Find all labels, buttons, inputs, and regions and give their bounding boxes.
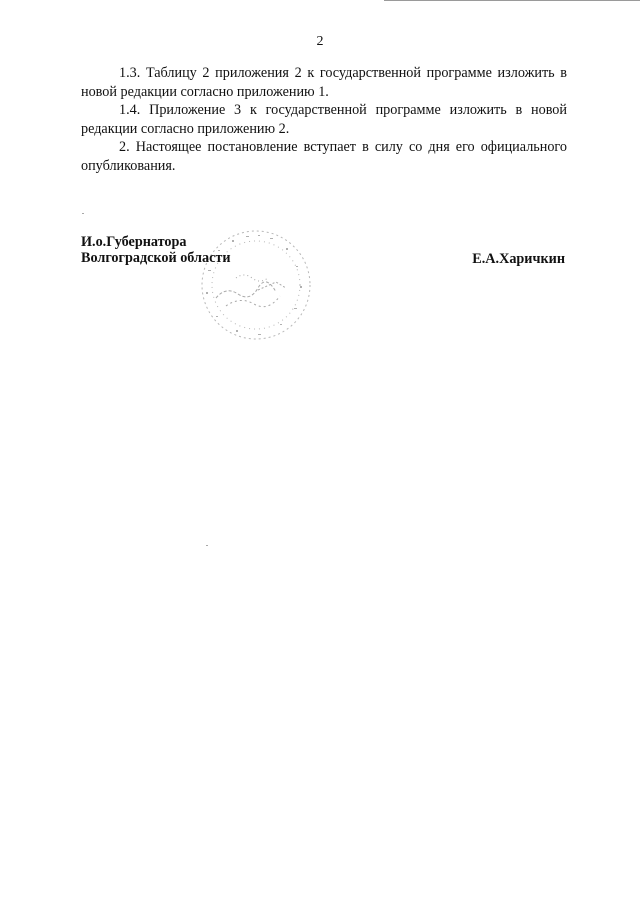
- signatory-title: [81, 234, 231, 266]
- document-body: [81, 64, 567, 175]
- signatory-title-line-2: Волгоградской области: [81, 250, 231, 266]
- paragraph-1-3: 1.3. Таблицу 2 приложения 2 к государственной программе изложить в новой редакции согласно приложению 1.: [81, 65, 567, 100]
- signatory-name: Е.А.Харичкин: [472, 251, 565, 267]
- paragraph-2: 2. Настоящее постановление вступает в силу со дня его официального опубликования.: [81, 139, 567, 174]
- scan-speck: [82, 213, 84, 214]
- page-number: 2: [316, 34, 324, 49]
- paragraph-1-4: 1.4. Приложение 3 к государственной программе изложить в новой редакции согласно приложению 2.: [81, 102, 567, 137]
- top-scan-line: [384, 0, 640, 1]
- scan-speck: [206, 545, 208, 546]
- signatory-title-line-1: И.о.Губернатора: [81, 234, 187, 250]
